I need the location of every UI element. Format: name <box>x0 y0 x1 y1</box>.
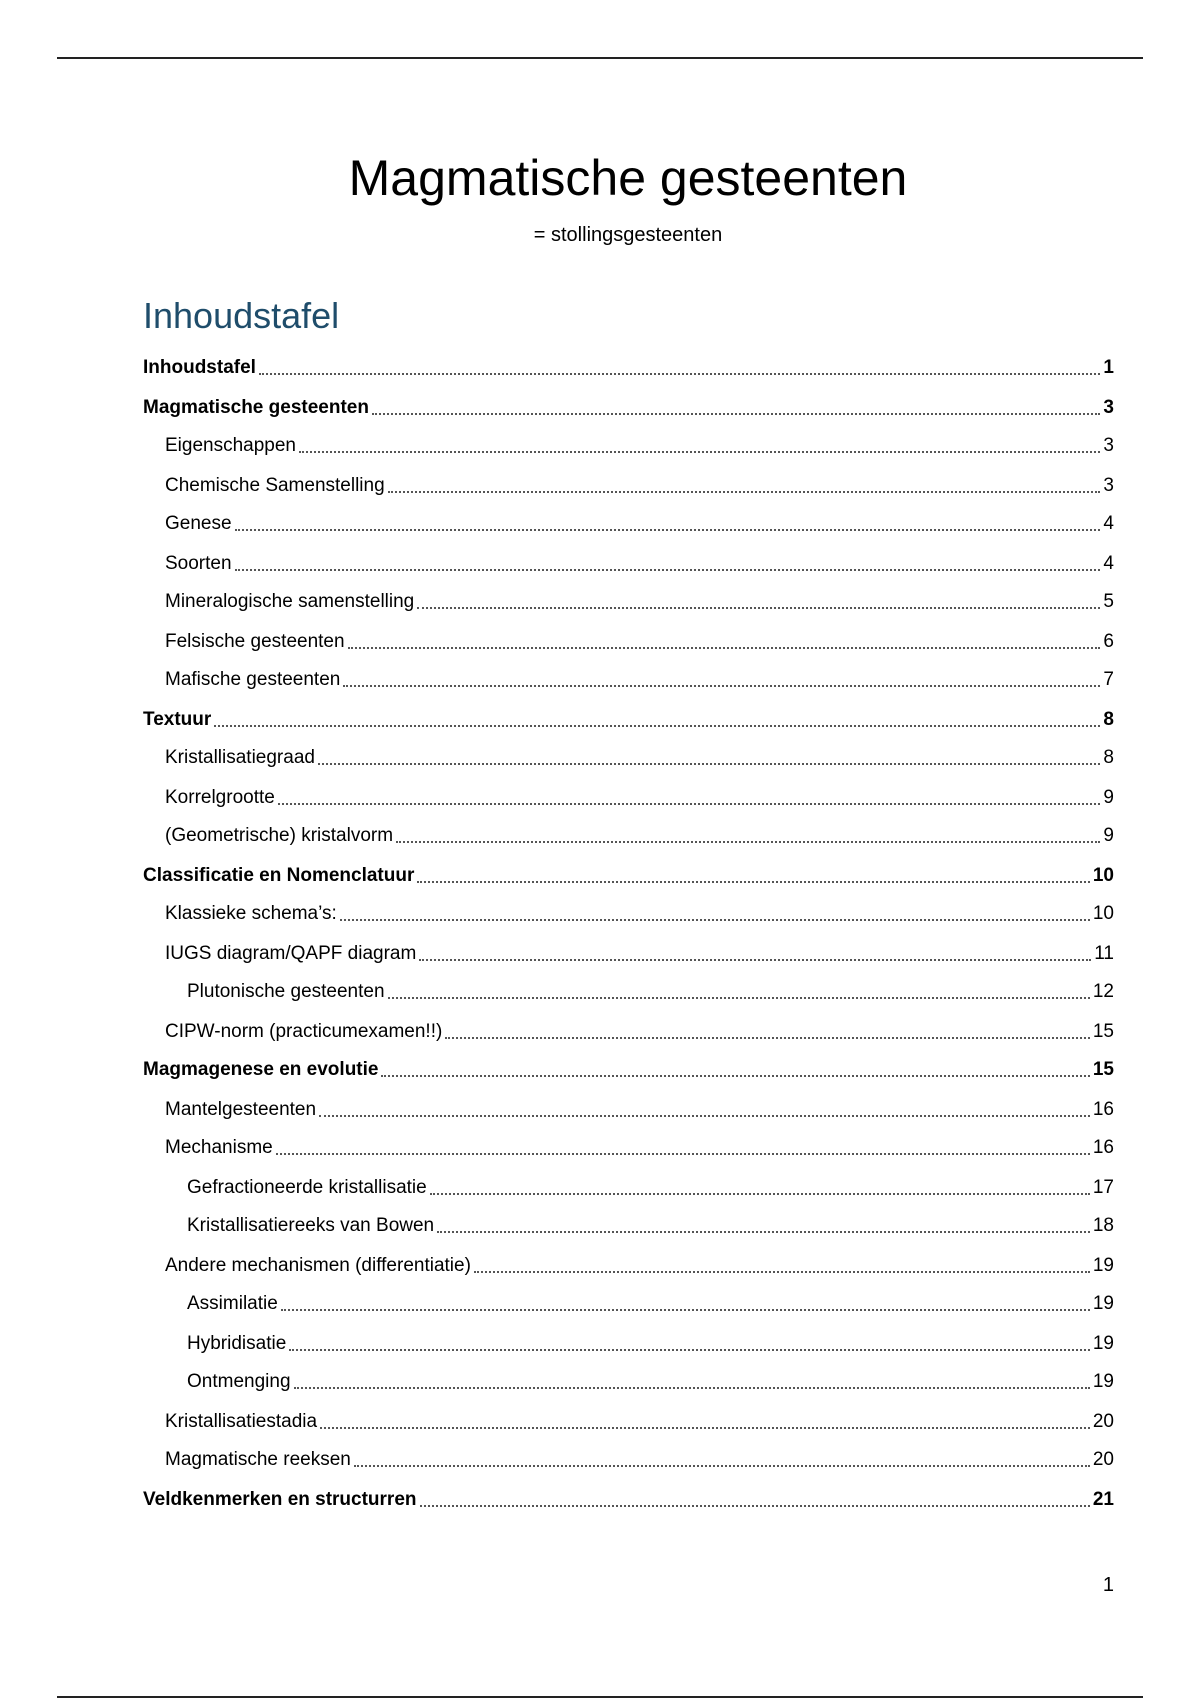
toc-entry[interactable] <box>143 586 1114 614</box>
toc-entry-page: 9 <box>1103 787 1114 808</box>
toc-entry-label: Inhoudstafel <box>143 357 256 378</box>
toc-entry[interactable] <box>143 626 1114 654</box>
toc-dot-leader <box>388 491 1101 493</box>
toc-entry-page: 19 <box>1092 1255 1114 1276</box>
toc-heading: Inhoudstafel <box>143 295 340 336</box>
toc-entry[interactable] <box>143 508 1114 536</box>
toc-entry-page: 11 <box>1094 943 1114 964</box>
toc-entry-label: Korrelgrootte <box>165 787 275 808</box>
toc-entry[interactable] <box>143 976 1114 1004</box>
toc-entry-page: 19 <box>1092 1371 1114 1392</box>
toc-dot-leader <box>445 1037 1090 1039</box>
toc-entry-label: Plutonische gesteenten <box>187 981 385 1002</box>
toc-entry-page: 3 <box>1103 475 1114 496</box>
toc-entry[interactable] <box>143 1172 1114 1200</box>
toc-entry-page: 17 <box>1092 1177 1114 1198</box>
toc-entry-label: Mantelgesteenten <box>165 1099 317 1120</box>
toc-entry-page: 15 <box>1092 1021 1114 1042</box>
toc-dot-leader <box>417 881 1089 883</box>
toc-entry-label: Classificatie en Nomenclatuur <box>143 865 415 886</box>
toc-dot-leader <box>354 1465 1090 1467</box>
toc-entry[interactable] <box>143 392 1114 420</box>
toc-entry-label: Ontmenging <box>187 1371 291 1392</box>
toc-entry[interactable] <box>143 1366 1114 1394</box>
toc-entry-label: Andere mechanismen (differentiatie) <box>165 1255 471 1276</box>
toc-entry[interactable] <box>143 1328 1114 1356</box>
top-rule <box>57 57 1143 59</box>
toc-entry-page: 3 <box>1103 435 1114 456</box>
toc-entry-label: Kristallisatiereeks van Bowen <box>187 1215 435 1236</box>
toc-entry-label: Mineralogische samenstelling <box>165 591 415 612</box>
toc-entry-label: Soorten <box>165 553 232 574</box>
toc-dot-leader <box>299 451 1100 453</box>
toc-entry[interactable] <box>143 664 1114 692</box>
toc-entry-label: Hybridisatie <box>187 1333 287 1354</box>
toc-dot-leader <box>419 959 1091 961</box>
toc-entry-label: Mechanisme <box>165 1137 273 1158</box>
toc-dot-leader <box>381 1075 1089 1077</box>
toc-entry-label: Magmatische reeksen <box>165 1449 351 1470</box>
toc-entry-page: 8 <box>1103 709 1114 730</box>
toc-entry-page: 1 <box>1103 357 1114 378</box>
toc-entry-page: 16 <box>1092 1137 1114 1158</box>
toc-entry-page: 15 <box>1092 1059 1114 1080</box>
toc-entry[interactable] <box>143 1406 1114 1434</box>
toc-entry[interactable] <box>143 782 1114 810</box>
toc-dot-leader <box>474 1271 1090 1273</box>
toc-entry[interactable] <box>143 1132 1114 1160</box>
toc-dot-leader <box>278 803 1101 805</box>
toc-dot-leader <box>437 1231 1090 1233</box>
toc-dot-leader <box>343 685 1100 687</box>
toc-entry-page: 10 <box>1092 903 1114 924</box>
toc-entry-page: 19 <box>1092 1333 1114 1354</box>
toc-entry-label: Eigenschappen <box>165 435 296 456</box>
toc-entry-label: Veldkenmerken en structurren <box>143 1489 417 1510</box>
toc-entry-label: Klassieke schema’s: <box>165 903 337 924</box>
toc-entry-page: 8 <box>1103 747 1114 768</box>
toc-entry[interactable] <box>143 1210 1114 1238</box>
toc-dot-leader <box>319 1115 1090 1117</box>
toc-entry-label: CIPW-norm (practicumexamen!!) <box>165 1021 443 1042</box>
toc-entry-label: Felsische gesteenten <box>165 631 345 652</box>
toc-dot-leader <box>289 1349 1090 1351</box>
toc-entry-label: IUGS diagram/QAPF diagram <box>165 943 417 964</box>
toc-entry[interactable] <box>143 1054 1114 1082</box>
toc-dot-leader <box>235 529 1101 531</box>
toc-entry[interactable] <box>143 860 1114 888</box>
toc-dot-leader <box>294 1387 1090 1389</box>
document-title: Magmatische gesteenten <box>348 150 908 206</box>
toc-dot-leader <box>281 1309 1090 1311</box>
toc-entry-page: 12 <box>1092 981 1114 1002</box>
toc-entry[interactable] <box>143 430 1114 458</box>
toc-entry-page: 20 <box>1092 1449 1114 1470</box>
toc-entry[interactable] <box>143 470 1114 498</box>
toc-dot-leader <box>420 1505 1090 1507</box>
toc-entry[interactable] <box>143 352 1114 380</box>
toc-dot-leader <box>372 413 1100 415</box>
toc-entry-label: Gefractioneerde kristallisatie <box>187 1177 427 1198</box>
toc-entry-page: 4 <box>1103 513 1114 534</box>
toc-dot-leader <box>318 763 1100 765</box>
page-number: 1 <box>1102 1574 1114 1596</box>
toc-entry-page: 6 <box>1103 631 1114 652</box>
toc-entry-page: 21 <box>1092 1489 1114 1510</box>
toc-entry-label: Kristallisatiegraad <box>165 747 315 768</box>
toc-entry-label: Magmatische gesteenten <box>143 397 369 418</box>
toc-entry-label: Magmagenese en evolutie <box>143 1059 379 1080</box>
toc-entry[interactable] <box>143 742 1114 770</box>
toc-entry-page: 7 <box>1103 669 1114 690</box>
toc-entry[interactable] <box>143 1016 1114 1044</box>
toc-entry-label: Textuur <box>143 709 212 730</box>
toc-entry[interactable] <box>143 548 1114 576</box>
toc-entry-label: (Geometrische) kristalvorm <box>165 825 394 846</box>
toc-dot-leader <box>348 647 1101 649</box>
toc-entry-page: 10 <box>1092 865 1114 886</box>
toc-dot-leader <box>340 919 1090 921</box>
toc-dot-leader <box>430 1193 1090 1195</box>
toc-entry[interactable] <box>143 898 1114 926</box>
toc-entry-page: 3 <box>1103 397 1114 418</box>
toc-entry[interactable] <box>143 820 1114 848</box>
toc-entry-page: 5 <box>1103 591 1114 612</box>
toc-entry-label: Kristallisatiestadia <box>165 1411 318 1432</box>
toc-dot-leader <box>214 725 1100 727</box>
bottom-rule <box>57 1696 1143 1698</box>
toc-entry[interactable] <box>143 1094 1114 1122</box>
toc-entry-page: 9 <box>1103 825 1114 846</box>
toc-entry-page: 20 <box>1092 1411 1114 1432</box>
toc-dot-leader <box>417 607 1100 609</box>
toc-entry-label: Genese <box>165 513 232 534</box>
toc-dot-leader <box>320 1427 1090 1429</box>
toc-entry[interactable] <box>143 1250 1114 1278</box>
document-subtitle: = stollingsgesteenten <box>533 224 723 246</box>
toc-entry-page: 18 <box>1092 1215 1114 1236</box>
toc-dot-leader <box>396 841 1100 843</box>
toc-entry[interactable] <box>143 938 1114 966</box>
toc-entry-label: Assimilatie <box>187 1293 278 1314</box>
toc-entry[interactable] <box>143 1288 1114 1316</box>
toc-dot-leader <box>388 997 1090 999</box>
toc-dot-leader <box>276 1153 1090 1155</box>
toc-entry-label: Mafische gesteenten <box>165 669 341 690</box>
toc-entry[interactable] <box>143 1484 1114 1512</box>
toc-entry[interactable] <box>143 1444 1114 1472</box>
toc-entry[interactable] <box>143 704 1114 732</box>
toc-dot-leader <box>259 373 1100 375</box>
toc-entry-page: 16 <box>1092 1099 1114 1120</box>
toc-entry-label: Chemische Samenstelling <box>165 475 385 496</box>
toc-dot-leader <box>235 569 1101 571</box>
toc-entry-page: 19 <box>1092 1293 1114 1314</box>
toc-entry-page: 4 <box>1103 553 1114 574</box>
